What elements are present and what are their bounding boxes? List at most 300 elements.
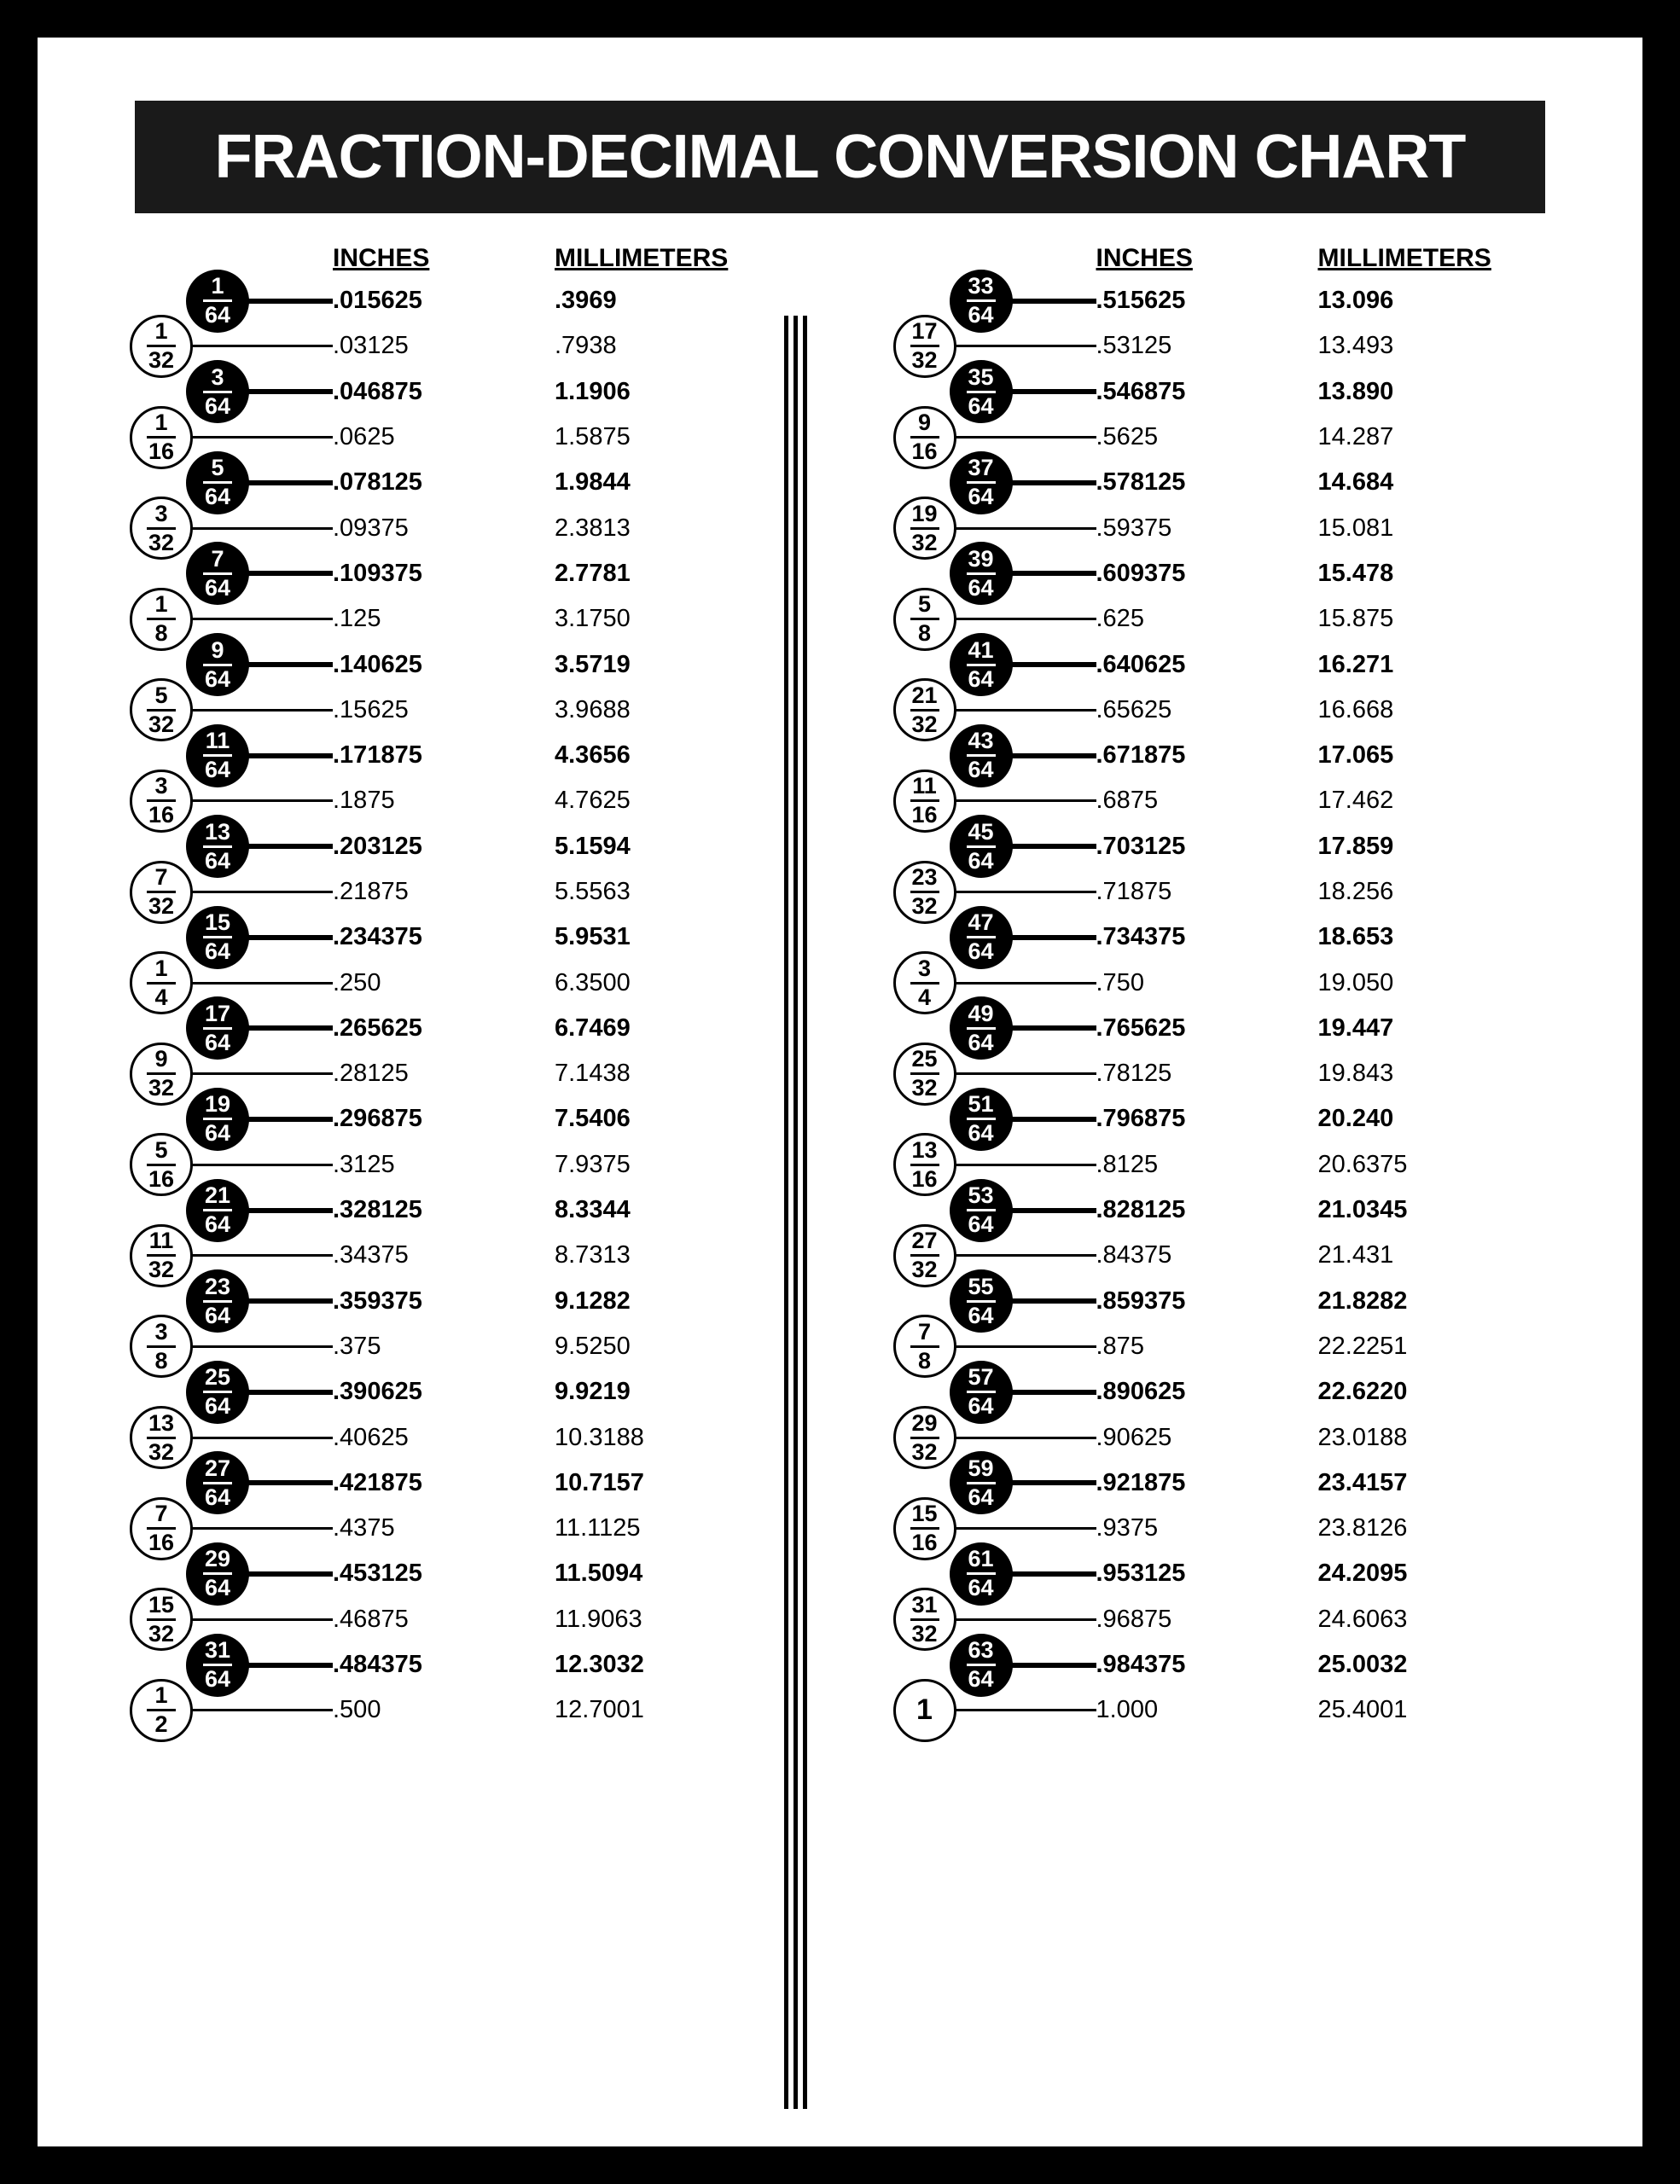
fraction-denominator: 64 <box>204 847 231 874</box>
fraction-badge <box>130 1043 193 1106</box>
fraction-numerator: 19 <box>204 1091 231 1118</box>
fraction-badge <box>893 1133 956 1196</box>
fraction-badge <box>893 951 956 1014</box>
millimeters-value: 17.462 <box>1317 787 1394 815</box>
fraction-numerator: 19 <box>911 500 938 526</box>
fraction-denominator: 64 <box>204 938 231 965</box>
fraction-denominator: 32 <box>148 893 175 919</box>
millimeters-value: 9.1282 <box>555 1287 631 1315</box>
millimeters-value: 6.7469 <box>555 1014 631 1042</box>
table-row <box>77 773 840 828</box>
millimeters-value: 14.684 <box>1317 468 1394 497</box>
fraction-badge <box>950 360 1013 423</box>
decimal-inches-value: .96875 <box>1096 1605 1172 1633</box>
decimal-inches-value: .953125 <box>1096 1560 1186 1588</box>
decimal-inches-value: .921875 <box>1096 1468 1186 1496</box>
fraction-badge <box>950 1361 1013 1424</box>
fraction-numerator: 51 <box>968 1091 994 1118</box>
fraction-badge <box>950 451 1013 514</box>
decimal-inches-value: .609375 <box>1096 559 1186 587</box>
table-row <box>77 1228 840 1283</box>
fraction-badge <box>893 1224 956 1287</box>
millimeters-value: 15.478 <box>1317 559 1394 587</box>
fraction-badge <box>950 1542 1013 1606</box>
millimeters-value: .7938 <box>555 332 617 360</box>
fraction-numerator: 5 <box>917 591 932 618</box>
fraction-denominator: 64 <box>204 665 231 692</box>
table-row <box>77 1682 840 1738</box>
table-row <box>840 318 1604 374</box>
fraction-denominator: 32 <box>148 711 175 737</box>
fraction-badge <box>893 1043 956 1106</box>
leader-line <box>951 1618 1096 1621</box>
fraction-denominator: 8 <box>154 620 168 647</box>
decimal-inches-value: .484375 <box>333 1651 422 1679</box>
millimeters-value: 16.668 <box>1317 695 1394 723</box>
millimeters-value: 5.9531 <box>555 923 631 951</box>
fraction-denominator: 16 <box>148 1165 175 1192</box>
decimal-inches-value: .750 <box>1096 968 1144 996</box>
fraction-numerator: 17 <box>911 318 938 345</box>
table-row <box>77 864 840 919</box>
fraction-badge <box>130 406 193 469</box>
fraction-badge <box>950 542 1013 605</box>
fraction-numerator: 1 <box>154 1682 168 1709</box>
leader-line <box>951 618 1096 620</box>
fraction-denominator: 64 <box>204 1029 231 1055</box>
fraction-badge <box>186 633 249 696</box>
fraction-badge <box>130 1315 193 1378</box>
table-row <box>840 864 1604 919</box>
fraction-denominator: 64 <box>968 484 994 510</box>
title-banner <box>135 101 1545 213</box>
millimeters-value: 5.1594 <box>555 832 631 860</box>
leader-line <box>1008 935 1096 940</box>
fraction-numerator: 5 <box>211 455 224 481</box>
fraction-denominator: 64 <box>204 1666 231 1693</box>
fraction-denominator: 64 <box>204 1302 231 1328</box>
table-row <box>840 545 1604 601</box>
fraction-denominator: 16 <box>911 1165 938 1192</box>
decimal-inches-value: .03125 <box>333 332 409 360</box>
fraction-numerator: 7 <box>154 864 168 890</box>
table-row <box>840 273 1604 328</box>
fraction-badge <box>186 1634 249 1697</box>
millimeters-value: 19.050 <box>1317 968 1394 996</box>
table-row <box>77 1637 840 1693</box>
leader-line <box>951 1164 1096 1166</box>
fraction-numerator: 59 <box>968 1455 994 1481</box>
table-row <box>840 1501 1604 1556</box>
table-row <box>840 1182 1604 1238</box>
millimeters-value: 7.5406 <box>555 1105 631 1133</box>
table-row <box>77 1046 840 1101</box>
fraction-badge <box>186 451 249 514</box>
table-row <box>840 410 1604 465</box>
fraction-badge <box>130 678 193 741</box>
fraction-numerator: 29 <box>911 1409 938 1436</box>
table-row <box>77 682 840 737</box>
fraction-numerator: 47 <box>968 909 994 936</box>
leader-line <box>1008 389 1096 394</box>
decimal-inches-value: .15625 <box>333 695 409 723</box>
fraction-numerator: 13 <box>204 818 231 845</box>
fraction-badge <box>186 724 249 787</box>
table-row <box>840 1046 1604 1101</box>
fraction-denominator: 64 <box>204 1120 231 1147</box>
decimal-inches-value: .4375 <box>333 1514 395 1542</box>
fraction-badge <box>130 1588 193 1651</box>
leader-line <box>188 709 333 712</box>
table-row <box>77 545 840 601</box>
leader-line <box>188 436 333 439</box>
decimal-inches-value: .40625 <box>333 1423 409 1451</box>
leader-line <box>188 1164 333 1166</box>
fraction-badge <box>130 1224 193 1287</box>
decimal-inches-value: .250 <box>333 968 381 996</box>
decimal-inches-value: .421875 <box>333 1468 422 1496</box>
table-row <box>840 1273 1604 1328</box>
fraction-numerator: 57 <box>968 1364 994 1391</box>
fraction-numerator: 7 <box>917 1318 932 1345</box>
decimal-inches-value: .828125 <box>1096 1196 1186 1224</box>
leader-line <box>244 1480 333 1485</box>
millimeters-value: 14.287 <box>1317 423 1394 451</box>
fraction-denominator: 32 <box>148 1438 175 1465</box>
fraction-denominator: 64 <box>968 1393 994 1420</box>
leader-line <box>244 389 333 394</box>
fraction-badge <box>130 1406 193 1469</box>
leader-line <box>188 891 333 893</box>
table-row <box>77 500 840 555</box>
table-row <box>77 273 840 328</box>
millimeters-value: 8.3344 <box>555 1196 631 1224</box>
table-row <box>77 410 840 465</box>
fraction-denominator: 32 <box>148 347 175 374</box>
decimal-inches-value: .46875 <box>333 1605 409 1633</box>
leader-line <box>244 1208 333 1213</box>
table-row <box>840 1546 1604 1601</box>
decimal-inches-value: .875 <box>1096 1332 1144 1360</box>
fraction-badge <box>893 770 956 833</box>
decimal-inches-value: .53125 <box>1096 332 1172 360</box>
fraction-denominator: 8 <box>154 1347 168 1374</box>
chart-body <box>68 273 1612 2116</box>
table-row <box>840 1591 1604 1647</box>
fraction-badge <box>893 497 956 560</box>
table-row <box>840 1637 1604 1693</box>
decimal-inches-value: .625 <box>1096 605 1144 633</box>
decimal-inches-value: 1.000 <box>1096 1696 1159 1724</box>
fraction-numerator: 1 <box>154 318 168 345</box>
fraction-badge <box>950 270 1013 333</box>
leader-line <box>188 345 333 347</box>
table-row <box>77 1182 840 1238</box>
fraction-numerator: 49 <box>968 1000 994 1026</box>
fraction-badge <box>950 1269 1013 1333</box>
fraction-badge <box>893 678 956 741</box>
table-row <box>77 1000 840 1055</box>
fraction-denominator: 32 <box>911 1257 938 1283</box>
decimal-inches-value: .015625 <box>333 287 422 315</box>
fraction-numerator: 11 <box>148 1228 174 1254</box>
millimeters-value: 20.6375 <box>1317 1150 1408 1178</box>
fraction-badge <box>893 315 956 378</box>
millimeters-value: 10.3188 <box>555 1423 644 1451</box>
millimeters-value: 7.9375 <box>555 1150 631 1178</box>
table-row <box>77 1455 840 1510</box>
fraction-denominator: 64 <box>968 392 994 419</box>
leader-line <box>244 662 333 667</box>
fraction-denominator: 32 <box>911 1075 938 1101</box>
millimeters-value: 4.7625 <box>555 787 631 815</box>
fraction-denominator: 64 <box>968 302 994 328</box>
table-row <box>840 1364 1604 1420</box>
table-row <box>77 455 840 510</box>
page-title: FRACTION-DECIMAL CONVERSION CHART <box>214 123 1466 191</box>
decimal-inches-value: .078125 <box>333 468 422 497</box>
fraction-numerator: 53 <box>968 1182 994 1209</box>
fraction-denominator: 2 <box>154 1711 168 1738</box>
fraction-denominator: 64 <box>968 847 994 874</box>
fraction-numerator: 31 <box>204 1637 231 1664</box>
millimeters-value: 3.5719 <box>555 650 631 678</box>
fraction-numerator: 1 <box>154 410 168 436</box>
fraction-badge <box>893 1588 956 1651</box>
leader-line <box>244 1663 333 1668</box>
leader-line <box>1008 1663 1096 1668</box>
fraction-badge <box>130 861 193 924</box>
fraction-badge <box>893 861 956 924</box>
fraction-badge <box>186 360 249 423</box>
table-row <box>840 636 1604 692</box>
fraction-numerator: 1 <box>211 273 224 299</box>
fraction-badge <box>186 542 249 605</box>
millimeters-value: 25.4001 <box>1317 1696 1408 1724</box>
millimeters-value: 23.4157 <box>1317 1468 1408 1496</box>
leader-line <box>951 891 1096 893</box>
decimal-inches-value: .296875 <box>333 1105 422 1133</box>
table-row <box>840 1228 1604 1283</box>
millimeters-value: 18.653 <box>1317 923 1394 951</box>
millimeters-value: 9.9219 <box>555 1378 631 1406</box>
fraction-badge <box>186 1179 249 1242</box>
decimal-inches-value: .375 <box>333 1332 381 1360</box>
leader-line <box>1008 1298 1096 1304</box>
header-inches-right: INCHES <box>1096 244 1193 272</box>
table-row <box>77 909 840 965</box>
leader-line <box>951 527 1096 530</box>
leader-line <box>1008 1208 1096 1213</box>
left-column <box>77 273 840 2116</box>
fraction-badge <box>186 1542 249 1606</box>
leader-line <box>244 1025 333 1031</box>
fraction-denominator: 16 <box>148 439 175 465</box>
millimeters-value: 6.3500 <box>555 968 631 996</box>
fraction-denominator: 64 <box>968 1484 994 1510</box>
fraction-numerator: 27 <box>911 1228 938 1254</box>
fraction-numerator: 5 <box>154 682 168 708</box>
fraction-badge <box>950 633 1013 696</box>
leader-line <box>1008 753 1096 758</box>
fraction-numerator: 23 <box>204 1273 231 1299</box>
leader-line <box>951 1527 1096 1530</box>
fraction-numerator: 1 <box>916 1693 933 1727</box>
fraction-numerator: 9 <box>917 410 932 436</box>
table-row <box>77 1091 840 1147</box>
leader-line <box>244 935 333 940</box>
fraction-numerator: 17 <box>204 1000 231 1026</box>
fraction-denominator: 16 <box>148 1530 175 1556</box>
millimeters-value: 23.8126 <box>1317 1514 1408 1542</box>
fraction-denominator: 32 <box>148 1620 175 1647</box>
decimal-inches-value: .84375 <box>1096 1241 1172 1269</box>
decimal-inches-value: .65625 <box>1096 695 1172 723</box>
fraction-denominator: 16 <box>148 802 175 828</box>
leader-line <box>188 799 333 802</box>
decimal-inches-value: .6875 <box>1096 787 1159 815</box>
poster-canvas <box>38 38 1642 2146</box>
decimal-inches-value: .359375 <box>333 1287 422 1315</box>
fraction-numerator: 21 <box>911 682 938 708</box>
fraction-numerator: 3 <box>917 955 932 981</box>
leader-line <box>951 982 1096 985</box>
decimal-inches-value: .796875 <box>1096 1105 1186 1133</box>
decimal-inches-value: .171875 <box>333 741 422 770</box>
leader-line <box>951 1072 1096 1075</box>
decimal-inches-value: .265625 <box>333 1014 422 1042</box>
fraction-denominator: 64 <box>204 1575 231 1601</box>
fraction-badge <box>130 588 193 651</box>
fraction-numerator: 41 <box>968 636 994 663</box>
fraction-numerator: 33 <box>968 273 994 299</box>
column-divider <box>784 316 806 2109</box>
fraction-denominator: 32 <box>911 1438 938 1465</box>
decimal-inches-value: .5625 <box>1096 423 1159 451</box>
right-column <box>840 273 1604 2116</box>
fraction-numerator: 15 <box>911 1501 938 1527</box>
decimal-inches-value: .765625 <box>1096 1014 1186 1042</box>
fraction-numerator: 7 <box>154 1501 168 1527</box>
fraction-badge <box>130 770 193 833</box>
fraction-denominator: 32 <box>911 529 938 555</box>
fraction-badge <box>950 815 1013 878</box>
millimeters-value: 9.5250 <box>555 1332 631 1360</box>
leader-line <box>188 1345 333 1348</box>
decimal-inches-value: .234375 <box>333 923 422 951</box>
millimeters-value: 15.875 <box>1317 605 1394 633</box>
millimeters-value: 24.6063 <box>1317 1605 1408 1633</box>
fraction-numerator: 37 <box>968 455 994 481</box>
millimeters-value: 18.256 <box>1317 878 1394 905</box>
fraction-numerator: 31 <box>911 1591 938 1618</box>
table-row <box>840 500 1604 555</box>
leader-line <box>188 1527 333 1530</box>
decimal-inches-value: .203125 <box>333 832 422 860</box>
fraction-denominator: 64 <box>968 1120 994 1147</box>
decimal-inches-value: .984375 <box>1096 1651 1186 1679</box>
fraction-badge <box>186 1088 249 1151</box>
millimeters-value: 5.5563 <box>555 878 631 905</box>
decimal-inches-value: .59375 <box>1096 514 1172 542</box>
fraction-denominator: 32 <box>911 711 938 737</box>
table-row <box>77 591 840 647</box>
fraction-numerator: 1 <box>154 591 168 618</box>
table-row <box>77 1273 840 1328</box>
millimeters-value: .3969 <box>555 287 617 315</box>
fraction-denominator: 64 <box>204 1393 231 1420</box>
decimal-inches-value: .78125 <box>1096 1060 1172 1088</box>
table-row <box>77 1318 840 1374</box>
fraction-denominator: 64 <box>968 1575 994 1601</box>
millimeters-value: 22.6220 <box>1317 1378 1408 1406</box>
leader-line <box>951 1709 1096 1711</box>
millimeters-value: 19.447 <box>1317 1014 1394 1042</box>
table-row <box>840 1091 1604 1147</box>
fraction-numerator: 55 <box>968 1273 994 1299</box>
leader-line <box>1008 1117 1096 1122</box>
fraction-denominator: 64 <box>204 757 231 783</box>
table-row <box>840 363 1604 419</box>
leader-line <box>244 1390 333 1395</box>
decimal-inches-value: .71875 <box>1096 878 1172 905</box>
fraction-denominator: 64 <box>968 665 994 692</box>
fraction-numerator: 13 <box>148 1409 175 1436</box>
fraction-badge <box>893 1315 956 1378</box>
leader-line <box>188 1072 333 1075</box>
millimeters-value: 1.1906 <box>555 377 631 405</box>
millimeters-value: 13.890 <box>1317 377 1394 405</box>
fraction-numerator: 3 <box>154 773 168 799</box>
leader-line <box>951 345 1096 347</box>
fraction-badge <box>186 270 249 333</box>
millimeters-value: 11.9063 <box>555 1605 642 1633</box>
millimeters-value: 2.3813 <box>555 514 631 542</box>
table-row <box>77 818 840 874</box>
leader-line <box>1008 1025 1096 1031</box>
decimal-inches-value: .109375 <box>333 559 422 587</box>
leader-line <box>188 1709 333 1711</box>
leader-line <box>1008 844 1096 849</box>
millimeters-value: 13.096 <box>1317 287 1394 315</box>
table-row <box>840 818 1604 874</box>
decimal-inches-value: .34375 <box>333 1241 409 1269</box>
decimal-inches-value: .640625 <box>1096 650 1186 678</box>
leader-line <box>244 1117 333 1122</box>
fraction-denominator: 64 <box>204 1484 231 1510</box>
fraction-badge <box>186 815 249 878</box>
leader-line <box>244 480 333 485</box>
table-row <box>840 728 1604 783</box>
fraction-denominator: 16 <box>911 439 938 465</box>
millimeters-value: 16.271 <box>1317 650 1394 678</box>
decimal-inches-value: .09375 <box>333 514 409 542</box>
table-row <box>77 1546 840 1601</box>
fraction-numerator: 5 <box>154 1136 168 1163</box>
fraction-denominator: 32 <box>911 1620 938 1647</box>
fraction-denominator: 64 <box>968 1029 994 1055</box>
fraction-denominator: 64 <box>204 484 231 510</box>
leader-line <box>1008 1480 1096 1485</box>
millimeters-value: 23.0188 <box>1317 1423 1408 1451</box>
fraction-numerator: 39 <box>968 545 994 572</box>
fraction-badge <box>950 1451 1013 1514</box>
fraction-numerator: 3 <box>154 500 168 526</box>
millimeters-value: 11.5094 <box>555 1560 643 1588</box>
decimal-inches-value: .90625 <box>1096 1423 1172 1451</box>
table-row <box>840 682 1604 737</box>
fraction-denominator: 4 <box>917 984 932 1010</box>
